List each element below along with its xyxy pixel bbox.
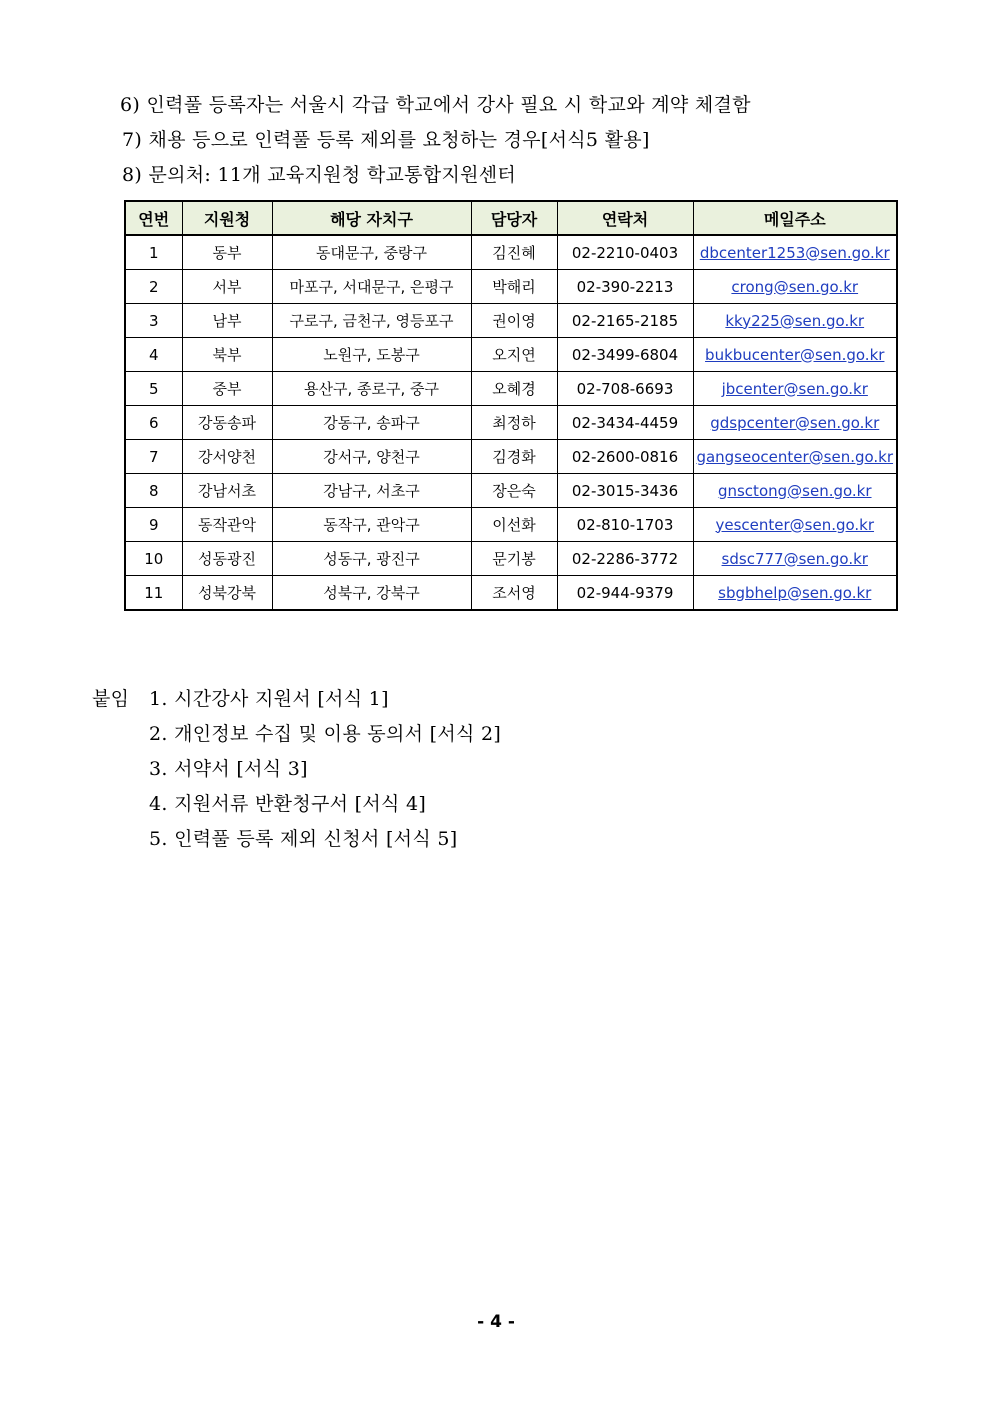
- table-cell: 02-2165-2185: [557, 304, 693, 338]
- table-row: [125, 406, 897, 440]
- table-cell: 02-2210-0403: [557, 235, 693, 270]
- table-cell: 동작구, 관악구: [272, 508, 471, 542]
- list-item-8: 8) 문의처: 11개 교육지원청 학교통합지원센터: [122, 164, 517, 186]
- table-cell: 서부: [182, 270, 272, 304]
- table-cell: 용산구, 종로구, 중구: [272, 372, 471, 406]
- column-header: 지원청: [182, 201, 272, 235]
- table-cell: 마포구, 서대문구, 은평구: [272, 270, 471, 304]
- email-link[interactable]: jbcenter@sen.go.kr: [693, 372, 897, 406]
- email-link[interactable]: crong@sen.go.kr: [693, 270, 897, 304]
- email-link[interactable]: gangseocenter@sen.go.kr: [693, 440, 897, 474]
- table-cell: 강서양천: [182, 440, 272, 474]
- table-cell: 동부: [182, 235, 272, 270]
- table-row: [125, 304, 897, 338]
- table-cell: 구로구, 금천구, 영등포구: [272, 304, 471, 338]
- table-cell: 동대문구, 중랑구: [272, 235, 471, 270]
- table-cell: 6: [125, 406, 182, 440]
- table-cell: 02-810-1703: [557, 508, 693, 542]
- email-link[interactable]: gdspcenter@sen.go.kr: [693, 406, 897, 440]
- column-header: 연락처: [557, 201, 693, 235]
- table-cell: 오지연: [471, 338, 557, 372]
- table-cell: 02-944-9379: [557, 576, 693, 611]
- table-cell: 강남구, 서초구: [272, 474, 471, 508]
- list-item-6: 6) 인력풀 등록자는 서울시 각급 학교에서 강사 필요 시 학교와 계약 체결함: [120, 94, 751, 116]
- attachment-item: 2. 개인정보 수집 및 이용 동의서 [서식 2]: [149, 723, 502, 745]
- table-cell: 3: [125, 304, 182, 338]
- table-cell: 11: [125, 576, 182, 611]
- table-cell: 강남서초: [182, 474, 272, 508]
- table-row: [125, 440, 897, 474]
- table-cell: 02-3015-3436: [557, 474, 693, 508]
- column-header: 담당자: [471, 201, 557, 235]
- table-cell: 권이영: [471, 304, 557, 338]
- table-cell: 중부: [182, 372, 272, 406]
- table-cell: 조서영: [471, 576, 557, 611]
- table-cell: 박해리: [471, 270, 557, 304]
- table-cell: 성북구, 강북구: [272, 576, 471, 611]
- attachment-item: 1. 시간강사 지원서 [서식 1]: [149, 688, 389, 710]
- table-row: [125, 542, 897, 576]
- attachment-item: 5. 인력풀 등록 제외 신청서 [서식 5]: [149, 828, 458, 850]
- contact-table: [124, 200, 898, 611]
- table-cell: 02-3499-6804: [557, 338, 693, 372]
- table-cell: 02-2286-3772: [557, 542, 693, 576]
- table-cell: 7: [125, 440, 182, 474]
- table-row: [125, 372, 897, 406]
- table-body: [125, 235, 897, 610]
- table-row: [125, 235, 897, 270]
- table-header-row: [125, 201, 897, 235]
- table-cell: 남부: [182, 304, 272, 338]
- table-cell: 4: [125, 338, 182, 372]
- page-number: - 4 -: [477, 1312, 515, 1332]
- attachment-item: 3. 서약서 [서식 3]: [149, 758, 308, 780]
- table-cell: 10: [125, 542, 182, 576]
- table-row: [125, 508, 897, 542]
- table-cell: 성동광진: [182, 542, 272, 576]
- email-link[interactable]: gnsctong@sen.go.kr: [693, 474, 897, 508]
- email-link[interactable]: sdsc777@sen.go.kr: [693, 542, 897, 576]
- table-cell: 성동구, 광진구: [272, 542, 471, 576]
- table-cell: 김진혜: [471, 235, 557, 270]
- email-link[interactable]: sbgbhelp@sen.go.kr: [693, 576, 897, 611]
- table-cell: 5: [125, 372, 182, 406]
- table-cell: 02-390-2213: [557, 270, 693, 304]
- column-header: 해당 자치구: [272, 201, 471, 235]
- table-cell: 8: [125, 474, 182, 508]
- column-header: 연번: [125, 201, 182, 235]
- list-item-7: 7) 채용 등으로 인력풀 등록 제외를 요청하는 경우[서식5 활용]: [122, 129, 650, 151]
- table-cell: 동작관악: [182, 508, 272, 542]
- table-cell: 김경화: [471, 440, 557, 474]
- column-header: 메일주소: [693, 201, 897, 235]
- email-link[interactable]: bukbucenter@sen.go.kr: [693, 338, 897, 372]
- table-cell: 북부: [182, 338, 272, 372]
- table-cell: 강동구, 송파구: [272, 406, 471, 440]
- table-row: [125, 338, 897, 372]
- table-cell: 02-708-6693: [557, 372, 693, 406]
- table-cell: 성북강북: [182, 576, 272, 611]
- table-cell: 02-2600-0816: [557, 440, 693, 474]
- table-cell: 이선화: [471, 508, 557, 542]
- table-cell: 02-3434-4459: [557, 406, 693, 440]
- table-cell: 문기봉: [471, 542, 557, 576]
- table-cell: 노원구, 도봉구: [272, 338, 471, 372]
- table-row: [125, 576, 897, 611]
- attachment-item: 4. 지원서류 반환청구서 [서식 4]: [149, 793, 427, 815]
- table-cell: 최정하: [471, 406, 557, 440]
- table-cell: 장은숙: [471, 474, 557, 508]
- table-cell: 9: [125, 508, 182, 542]
- table-cell: 2: [125, 270, 182, 304]
- attachment-label: 붙임: [92, 688, 130, 710]
- email-link[interactable]: kky225@sen.go.kr: [693, 304, 897, 338]
- table-cell: 강서구, 양천구: [272, 440, 471, 474]
- table-cell: 강동송파: [182, 406, 272, 440]
- table-cell: 오혜경: [471, 372, 557, 406]
- table-row: [125, 270, 897, 304]
- email-link[interactable]: dbcenter1253@sen.go.kr: [693, 235, 897, 270]
- table-cell: 1: [125, 235, 182, 270]
- table-row: [125, 474, 897, 508]
- email-link[interactable]: yescenter@sen.go.kr: [693, 508, 897, 542]
